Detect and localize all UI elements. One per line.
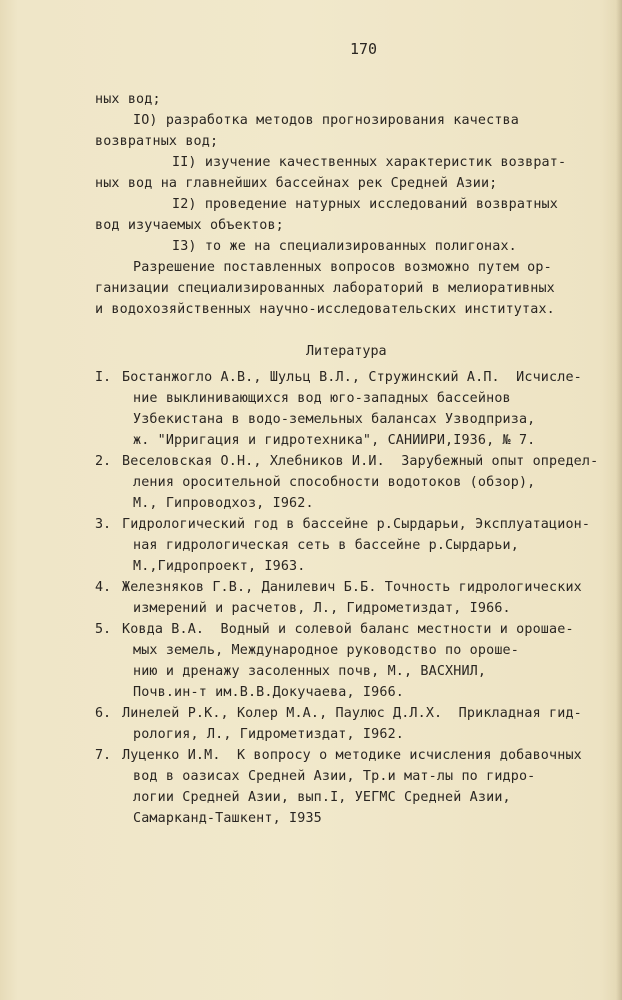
body-line: вод изучаемых объектов; xyxy=(95,218,284,233)
page-edge-shadow xyxy=(616,0,622,1000)
reference-line: Луценко И.М. К вопросу о методике исчисления добавочных xyxy=(122,748,582,763)
reference-line: Почв.ин-т им.В.В.Докучаева, I966. xyxy=(133,685,404,700)
reference-line: ж. "Ирригация и гидротехника", САНИИРИ,I936, № 7. xyxy=(133,433,536,448)
reference-line: М., Гипроводхоз, I962. xyxy=(133,496,314,511)
reference-line: Железняков Г.В., Данилевич Б.Б. Точность гидрологических xyxy=(122,580,582,595)
reference-line: вод в оазисах Средней Азии, Тр.и мат-лы по гидро- xyxy=(133,769,536,784)
reference-line: Бостанжогло А.В., Шульц В.Л., Стружинский А.П. Исчисле- xyxy=(122,370,582,385)
reference-number: 7. xyxy=(95,748,112,763)
references-heading: Литература xyxy=(306,344,387,359)
reference-line: нию и дренажу засоленных почв, М., ВАСХНИЛ, xyxy=(133,664,487,679)
reference-number: 6. xyxy=(95,706,112,721)
reference-line: Веселовская О.Н., Хлебников И.И. Зарубежный опыт определ- xyxy=(122,454,599,469)
reference-line: мых земель, Международное руководство по ороше- xyxy=(133,643,519,658)
reference-number: 3. xyxy=(95,517,112,532)
body-line: II) изучение качественных характеристик возврат- xyxy=(172,155,567,170)
reference-line: М.,Гидропроект, I963. xyxy=(133,559,306,574)
reference-line: Самарканд-Ташкент, I935 xyxy=(133,811,322,826)
body-line: I2) проведение натурных исследований возвратных xyxy=(172,197,558,212)
body-line: IO) разработка методов прогнозирования качества xyxy=(133,113,519,128)
body-line: и водохозяйственных научно-исследовательских институтах. xyxy=(95,302,555,317)
reference-number: I. xyxy=(95,370,112,385)
body-line: Разрешение поставленных вопросов возможно путем ор- xyxy=(133,260,552,275)
reference-line: Гидрологический год в бассейне р.Сырдарьи, Эксплуатацион- xyxy=(122,517,591,532)
body-line: возвратных вод; xyxy=(95,134,219,149)
reference-number: 5. xyxy=(95,622,112,637)
reference-line: Узбекистана в водо-земельных балансах Узводприза, xyxy=(133,412,536,427)
page-number: 170 xyxy=(350,40,378,58)
reference-number: 2. xyxy=(95,454,112,469)
reference-line: ная гидрологическая сеть в бассейне р.Сырдарьи, xyxy=(133,538,519,553)
reference-line: ние выклинивающихся вод юго-западных бассейнов xyxy=(133,391,511,406)
reference-line: логии Средней Азии, вып.I, УЕГМС Средней Азии, xyxy=(133,790,511,805)
body-line: I3) то же на специализированных полигонах. xyxy=(172,239,517,254)
body-line: ных вод; xyxy=(95,92,161,107)
reference-line: ления оросительной способности водотоков (обзор), xyxy=(133,475,536,490)
body-line: ных вод на главнейших бассейнах рек Средней Азии; xyxy=(95,176,498,191)
reference-line: Ковда В.А. Водный и солевой баланс местности и орошае- xyxy=(122,622,574,637)
reference-line: измерений и расчетов, Л., Гидрометиздат, I966. xyxy=(133,601,511,616)
reference-line: рология, Л., Гидрометиздат, I962. xyxy=(133,727,404,742)
body-line: ганизации специализированных лабораторий в мелиоративных xyxy=(95,281,555,296)
reference-number: 4. xyxy=(95,580,112,595)
reference-line: Линелей Р.К., Колер М.А., Паулюс Д.Л.Х. Прикладная гид- xyxy=(122,706,582,721)
